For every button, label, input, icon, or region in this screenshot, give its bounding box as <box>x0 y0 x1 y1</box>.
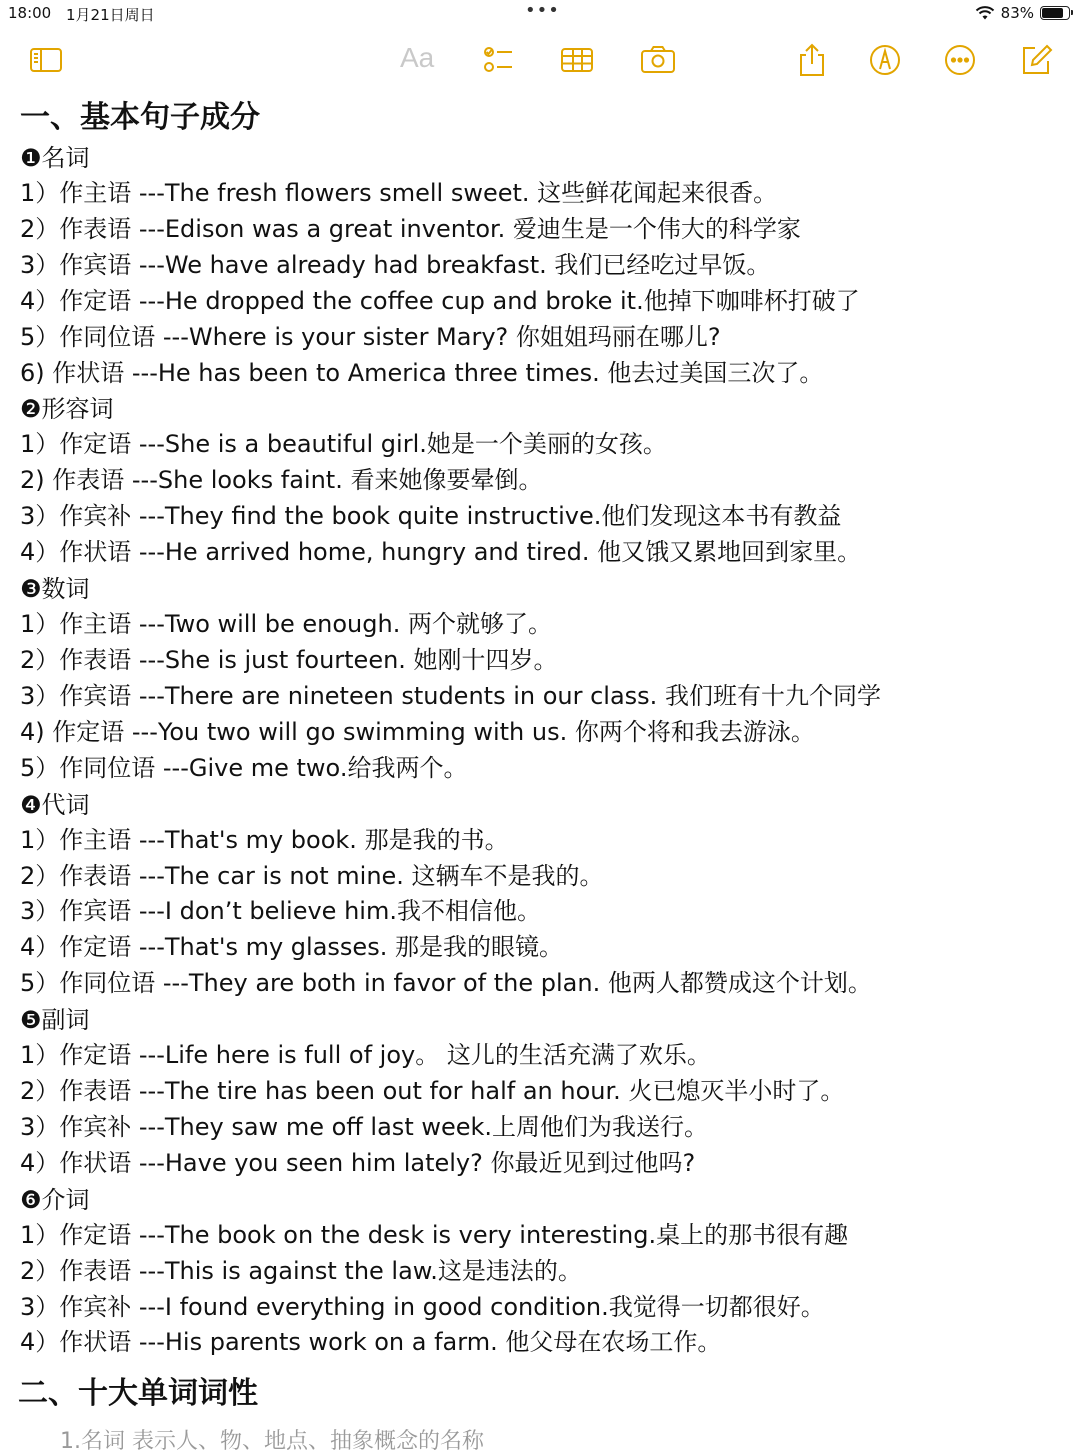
status-bar <box>0 0 1080 28</box>
note-line: 4）作状语 ---Have you seen him lately? 你最近见到过他吗? <box>20 1148 696 1177</box>
note-line: 2）作表语 ---She is just fourteen. 她刚十四岁。 <box>20 645 558 674</box>
note-line: 2）作表语 ---The car is not mine. 这辆车不是我的。 <box>20 861 604 890</box>
note-line: 3）作宾语 ---There are nineteen students in our class. 我们班有十九个同学 <box>20 681 881 710</box>
group-heading: ❹代词 <box>20 790 90 819</box>
checklist-button[interactable] <box>478 40 518 80</box>
camera-icon <box>640 42 676 78</box>
battery-icon <box>1040 6 1070 20</box>
group-heading: ❷形容词 <box>20 395 114 424</box>
table-icon <box>559 42 595 78</box>
note-line: 3）作宾语 ---I don’t believe him.我不相信他。 <box>20 897 541 926</box>
note-body[interactable] <box>20 96 1060 1361</box>
note-line: 4）作定语 ---That's my glasses. 那是我的眼镜。 <box>20 933 563 962</box>
share-icon <box>794 42 830 78</box>
note-groups <box>20 140 1060 1361</box>
checklist-icon <box>480 42 516 78</box>
note-line: 4）作状语 ---His parents work on a farm. 他父母在农场工作。 <box>20 1328 722 1357</box>
status-right <box>975 4 1070 22</box>
notes-toolbar <box>0 38 1080 84</box>
group-heading: ❻介词 <box>20 1185 90 1214</box>
battery-percent: 83% <box>1000 4 1034 22</box>
sidebar-toggle-button[interactable] <box>26 40 66 80</box>
note-line: 5）作同位语 ---They are both in favor of the plan. 他两人都赞成这个计划。 <box>20 969 872 998</box>
note-line: 1）作主语 ---That's my book. 那是我的书。 <box>20 825 509 854</box>
group-heading: ❸数词 <box>20 575 90 604</box>
note-group <box>20 571 1060 787</box>
note-group <box>20 140 1060 391</box>
camera-button[interactable] <box>638 40 678 80</box>
section-title-basic-sentence-components: 一、基本句子成分 <box>20 100 260 135</box>
note-line: 1）作定语 ---Life here is full of joy。 这儿的生活充满了欢乐。 <box>20 1041 711 1070</box>
note-line: 4) 作定语 ---You two will go swimming with us. 你两个将和我去游泳。 <box>20 717 815 746</box>
new-note-button[interactable] <box>1016 40 1056 80</box>
note-line: 3）作宾补 ---They saw me off last week.上周他们为我送行。 <box>20 1112 709 1141</box>
note-line: 2）作表语 ---The tire has been out for half an hour. 火已熄灭半小时了。 <box>20 1077 845 1106</box>
table-button[interactable] <box>557 40 597 80</box>
share-button[interactable] <box>792 40 832 80</box>
note-line: 5）作同位语 ---Give me two.给我两个。 <box>20 753 468 782</box>
group-heading: ❶名词 <box>20 144 90 172</box>
note-line: 3）作宾补 ---I found everything in good condition.我觉得一切都很好。 <box>20 1292 825 1321</box>
note-line: 3）作宾补 ---They find the book quite instructive.他们发现这本书有教益 <box>20 502 842 531</box>
note-line: 1）作主语 ---Two will be enough. 两个就够了。 <box>20 610 552 639</box>
more-options-button[interactable] <box>940 40 980 80</box>
note-line: 3）作宾语 ---We have already had breakfast. 我们已经吃过早饭。 <box>20 250 771 279</box>
note-line: 5）作同位语 ---Where is your sister Mary? 你姐姐玛丽在哪儿? <box>20 322 721 351</box>
note-group <box>20 391 1060 571</box>
format-text-button[interactable]: Aa <box>400 42 435 73</box>
wifi-icon <box>975 6 995 21</box>
note-line: 4）作定语 ---He dropped the coffee cup and broke it.他掉下咖啡杯打破了 <box>20 286 860 315</box>
note-line: 2）作表语 ---This is against the law.这是违法的。 <box>20 1256 582 1285</box>
note-line: 1）作主语 ---The fresh flowers smell sweet. 这些鲜花闻起来很香。 <box>20 179 778 207</box>
note-line: 6) 作状语 ---He has been to America three times. 他去过美国三次了。 <box>20 358 824 387</box>
group-heading: ❺副词 <box>20 1006 90 1035</box>
note-line: 2) 作表语 ---She looks faint. 看来她像要晕倒。 <box>20 466 543 495</box>
note-line-partial: 1.名词 表示人、物、地点、抽象概念的名称 <box>60 1429 484 1454</box>
markup-button[interactable] <box>865 40 905 80</box>
note-line: 4）作状语 ---He arrived home, hungry and tired. 他又饿又累地回到家里。 <box>20 538 862 567</box>
ellipsis-circle-icon <box>942 42 978 78</box>
status-date: 1月21日周日 <box>66 6 155 24</box>
note-group <box>20 1002 1060 1182</box>
multitasking-dots[interactable]: ••• <box>525 0 560 21</box>
note-group <box>20 1182 1060 1362</box>
note-line: 1）作定语 ---She is a beautiful girl.她是一个美丽的女孩。 <box>20 430 667 459</box>
compose-icon <box>1018 42 1054 78</box>
status-time: 18:00 <box>8 4 52 22</box>
note-line: 2）作表语 ---Edison was a great inventor. 爱迪生是一个伟大的科学家 <box>20 214 801 243</box>
note-line: 1）作定语 ---The book on the desk is very interesting.桌上的那书很有趣 <box>20 1220 849 1249</box>
battery-fill <box>1042 8 1063 18</box>
section-title-ten-parts-of-speech: 二、十大单词词性 <box>18 1376 258 1411</box>
markup-pen-icon <box>867 42 903 78</box>
sidebar-icon <box>28 42 64 78</box>
note-group <box>20 787 1060 1003</box>
